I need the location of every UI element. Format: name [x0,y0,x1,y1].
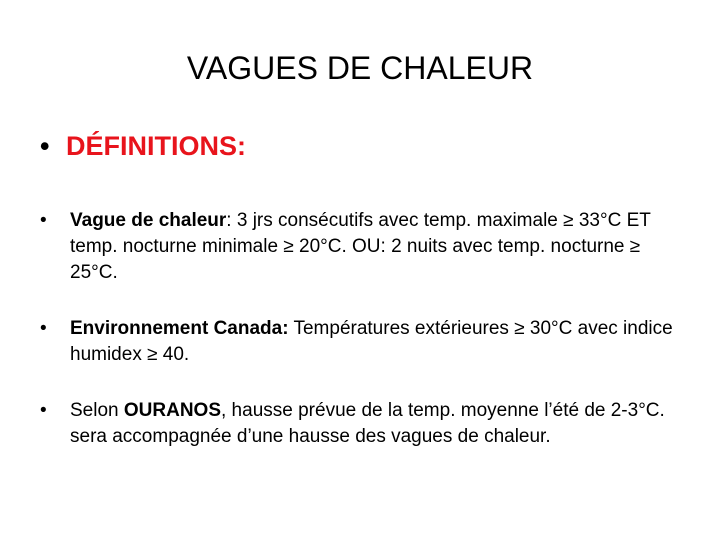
item-text: Températures extérieures ≥ 30°C avec indice humidex ≥ 40. [70,318,673,365]
list-item-ouranos [40,398,690,450]
bullet-icon: • [40,400,47,421]
slide-title: VAGUES DE CHALEUR [186,50,534,86]
item-term: Environnement Canada: [70,318,289,339]
definition-list [40,208,690,480]
list-item-heatwave [40,208,690,286]
list-item-environment-canada [40,316,690,368]
bullet-icon: • [40,318,47,339]
bullet-icon: • [40,131,50,161]
section-heading-text: DÉFINITIONS: [66,131,246,161]
item-term: OURANOS [123,400,221,421]
bullet-icon: • [40,210,47,231]
item-text: : 3 jrs consécutifs avec temp. maximale ≥ 33°C ET temp. nocturne minimale ≥ 20°C. OU: 2 nuits avec temp. nocturne ≥ 25°C. [70,210,651,283]
item-text: , hausse prévue de la temp. moyenne l’été de 2-3°C. sera accompagnée d’une hausse des vagues de chaleur. [70,400,665,447]
item-prefix: Selon [70,400,124,421]
section-heading [40,128,246,164]
item-term: Vague de chaleur [70,210,227,231]
